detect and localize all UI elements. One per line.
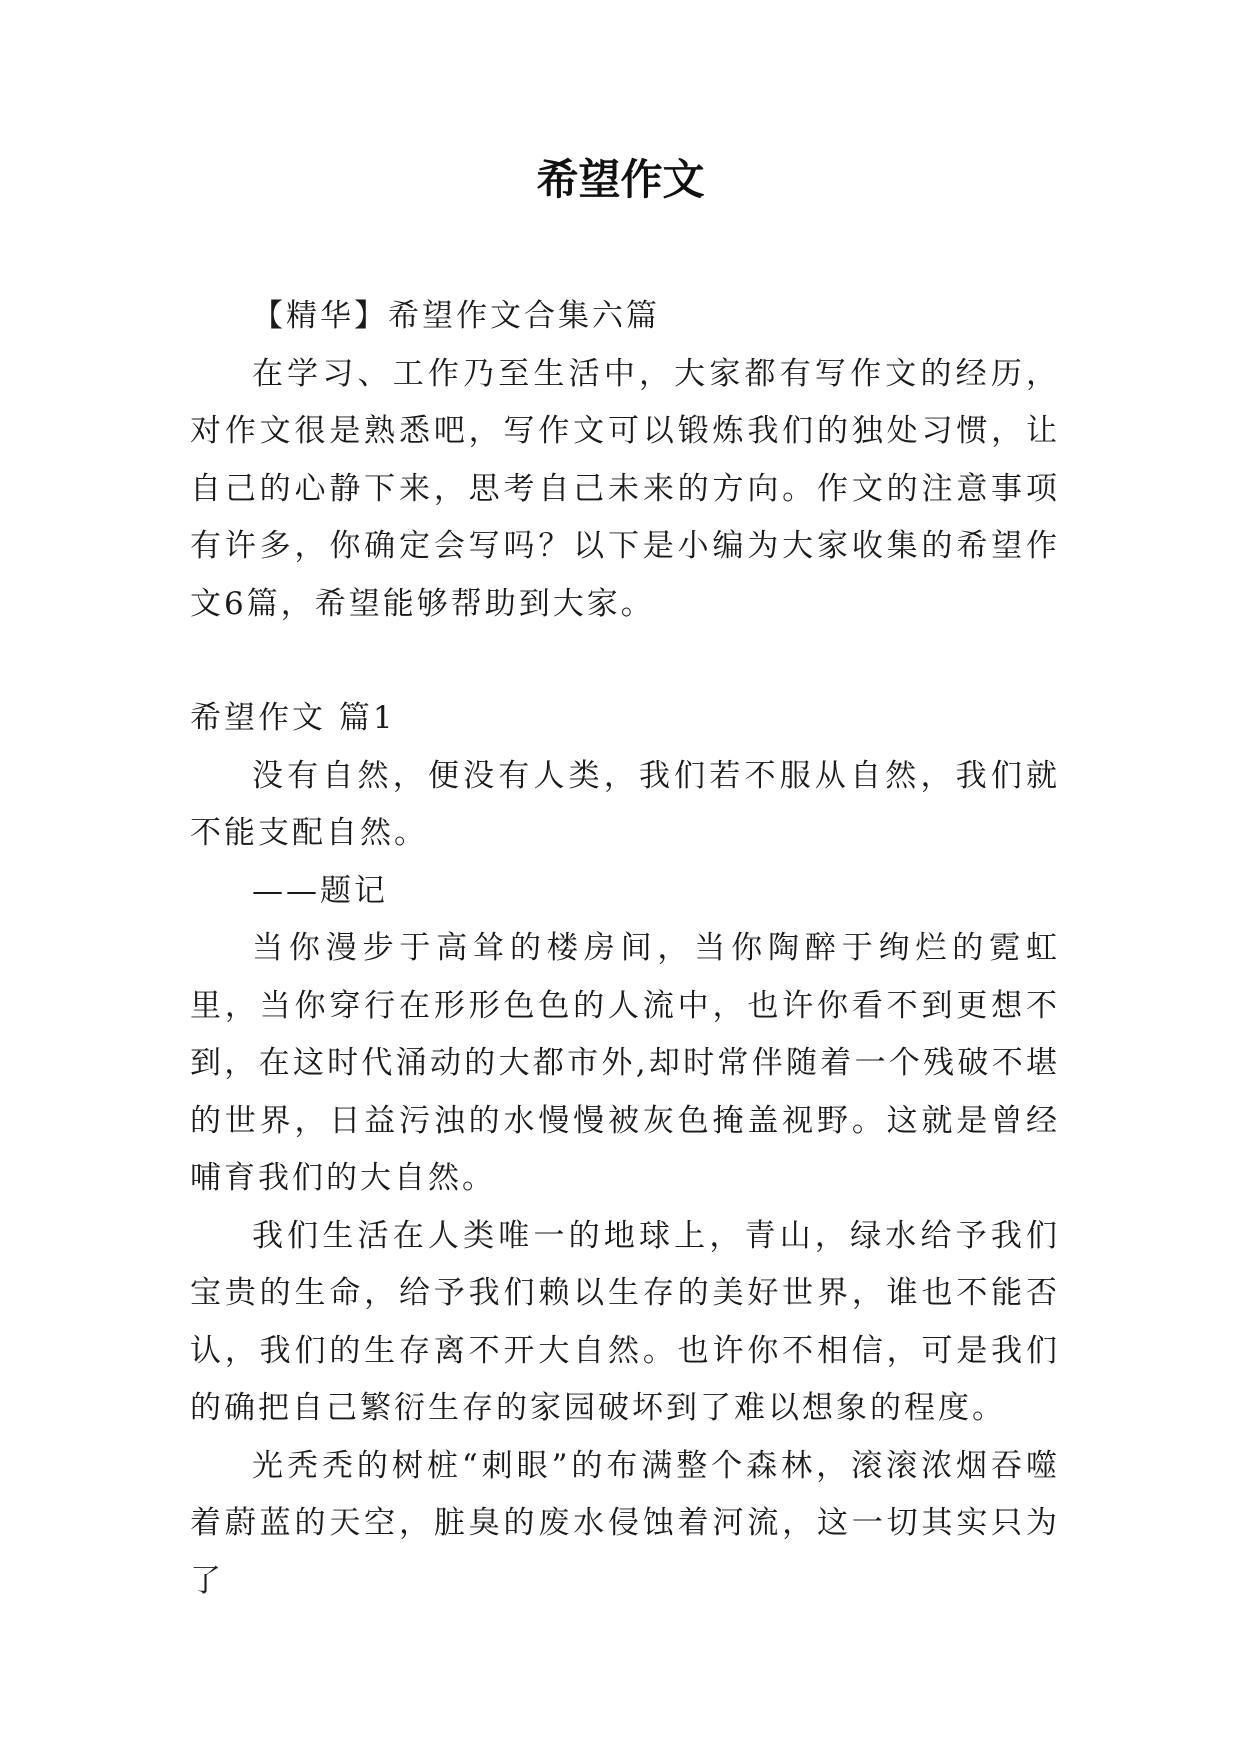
epigraph: 没有自然，便没有人类，我们若不服从自然，我们就不能支配自然。: [190, 757, 1060, 851]
body-paragraph: 我们生活在人类唯一的地球上，青山，绿水给予我们宝贵的生命，给予我们赖以生存的美好世界，谁也不能否认，我们的生存离不开大自然。也许你不相信，可是我们的确把自己繁衍生存的家园破坏到了难以想象的程度。: [190, 1217, 1060, 1426]
body-paragraph: 光秃秃的树桩“刺眼”的布满整个森林，滚滚浓烟吞噬着蔚蓝的天空，脏臭的废水侵蚀着河流，这一切其实只为了: [190, 1447, 1060, 1599]
epigraph-attribution: ——题记: [252, 872, 388, 909]
document-body: [190, 288, 1060, 1610]
body-paragraph: 当你漫步于高耸的楼房间，当你陶醉于绚烂的霓虹里，当你穿行在形形色色的人流中，也许你看不到更想不到，在这时代涌动的大都市外,却时常伴随着一个残破不堪的世界，日益污浊的水慢慢被灰色掩盖视野。这就是曾经哺育我们的大自然。: [190, 930, 1060, 1196]
document-title: 希望作文: [536, 155, 705, 204]
intro-paragraph: 在学习、工作乃至生活中，大家都有写作文的经历，对作文很是熟悉吧，写作文可以锻炼我们的独处习惯，让自己的心静下来，思考自己未来的方向。作文的注意事项有许多，你确定会写吗？以下是小编为大家收集的希望作文6篇，希望能够帮助到大家。: [190, 355, 1060, 622]
section-heading: 希望作文 篇1: [190, 700, 396, 736]
document-subtitle: 【精华】希望作文合集六篇: [252, 298, 660, 334]
